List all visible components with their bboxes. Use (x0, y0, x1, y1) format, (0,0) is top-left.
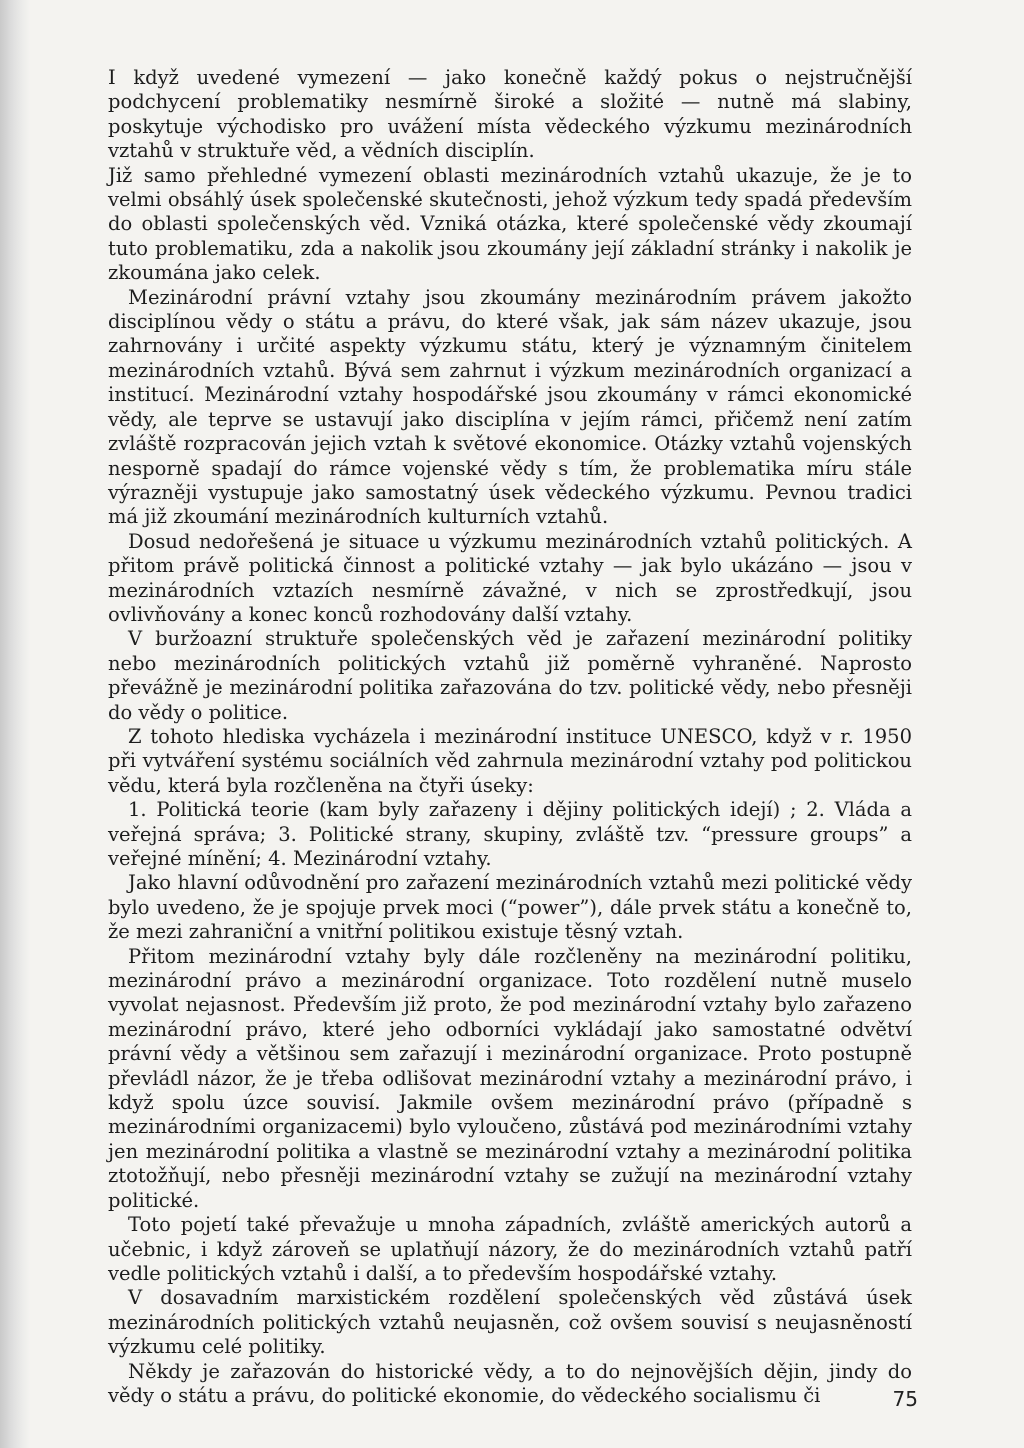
paragraph-12: Někdy je zařazován do historické vědy, a to do nejnovějších dějin, jindy do vědy o státu a právu, do politické ekonomie, do vědeckého socialismu či (108, 1359, 912, 1407)
paragraph-8: Jako hlavní odůvodnění pro zařazení mezinárodních vztahů mezi politické vědy bylo uvedeno, že je spojuje prvek moci (“power”), dále prvek státu a konečně to, že mezi zahraniční a vnitřní politikou existuje těsný vztah. (108, 871, 912, 944)
page-body-text (108, 66, 912, 1408)
scan-shadow-edge (0, 0, 30, 1448)
paragraph-10: Toto pojetí také převažuje u mnoha západních, zvláště amerických autorů a učebnic, i když zároveň se uplatňují názory, že do mezinárodních vztahů patří vedle politických vztahů i další, a to především hospodářské vztahy. (108, 1213, 912, 1285)
paragraph-4: Dosud nedořešená je situace u výzkumu mezinárodních vztahů politických. A přitom právě politická činnost a politické vztahy — jak bylo ukázáno — jsou v mezinárodních vztazích nesmírně závažné, v nich se zprostředkují, jsou ovlivňovány a konec konců rozhodovány další vztahy. (108, 529, 912, 626)
paragraph-1: I když uvedené vymezení — jako konečně každý pokus o nejstručnější podchycení problematiky nesmírně široké a složité — nutně má slabiny, poskytuje východisko pro uvážení místa vědeckého výzkumu mezinárodních vztahů v struktuře věd, a vědních disciplín. (108, 66, 912, 163)
paragraph-2: Již samo přehledné vymezení oblasti mezinárodních vztahů ukazuje, že je to velmi obsáhlý úsek společenské skutečnosti, jehož výzkum tedy spadá především do oblasti společenských věd. Vzniká otázka, které společenské vědy zkoumají tuto problematiku, zda a nakolik jsou zkoumány její základní stránky i nakolik je zkoumána jako celek. (108, 163, 912, 285)
paragraph-9: Přitom mezinárodní vztahy byly dále rozčleněny na mezinárodní politiku, mezinárodní právo a mezinárodní organizace. Toto rozdělení nutně muselo vyvolat nejasnost. Především již proto, že pod mezinárodní vztahy bylo zařazeno mezinárodní právo, které jeho odborníci vykládají jako samostatné odvětví právní vědy a většinou sem zařazují i mezinárodní organizace. Proto postupně převládl názor, že je třeba odlišovat mezinárodní vztahy a mezinárodní právo, i když spolu úzce souvisí. Jakmile ovšem mezinárodní právo (případně s mezinárodními organizacemi) bylo vyloučeno, zůstává pod mezinárodními vztahy jen mezinárodní politika a vlastně se mezinárodní vztahy a mezinárodní politika ztotožňují, nebo přesněji mezinárodní vztahy se zužují na mezinárodní vztahy politické. (108, 944, 912, 1212)
paragraph-5: V buržoazní struktuře společenských věd je zařazení mezinárodní politiky nebo mezinárodních politických vztahů již poměrně vyhraněné. Naprosto převážně je mezinárodní politika zařazována do tzv. politické vědy, nebo přesněji do vědy o politice. (108, 627, 912, 724)
page-number: 75 (892, 1387, 918, 1411)
paragraph-11: V dosavadním marxistickém rozdělení společenských věd zůstává úsek mezinárodních politických vztahů neujasněn, což ovšem souvisí s neujasněností výzkumu celé politiky. (108, 1286, 912, 1359)
paragraph-7-unesco-list: 1. Politická teorie (kam byly zařazeny i dějiny politických idejí) ; 2. Vláda a veřejná správa; 3. Politické strany, skupiny, zvláště tzv. “pressure groups” a veřejné mínění; 4. Mezinárodní vztahy. (108, 798, 912, 870)
paragraph-6: Z tohoto hlediska vycházela i mezinárodní instituce UNESCO, když v r. 1950 při vytváření systému sociálních věd zahrnula mezinárodní vztahy pod politickou vědu, která byla rozčleněna na čtyři úseky: (108, 724, 912, 797)
paragraph-3: Mezinárodní právní vztahy jsou zkoumány mezinárodním právem jakožto disciplínou vědy o státu a právu, do které však, jak sám název ukazuje, jsou zahrnovány i určité aspekty výzkumu státu, který je významným činitelem mezinárodních vztahů. Bývá sem zahrnut i výzkum mezinárodních organizací a institucí. Mezinárodní vztahy hospodářské jsou zkoumány v rámci ekonomické vědy, ale teprve se ustavují jako disciplína v jejím rámci, přičemž není zatím zvláště rozpracován jejich vztah k světové ekonomice. Otázky vztahů vojenských nesporně spadají do rámce vojenské vědy s tím, že problematika míru stále výrazněji vystupuje jako samostatný úsek vědeckého výzkumu. Pevnou tradici má již zkoumání mezinárodních kulturních vztahů. (108, 285, 912, 529)
